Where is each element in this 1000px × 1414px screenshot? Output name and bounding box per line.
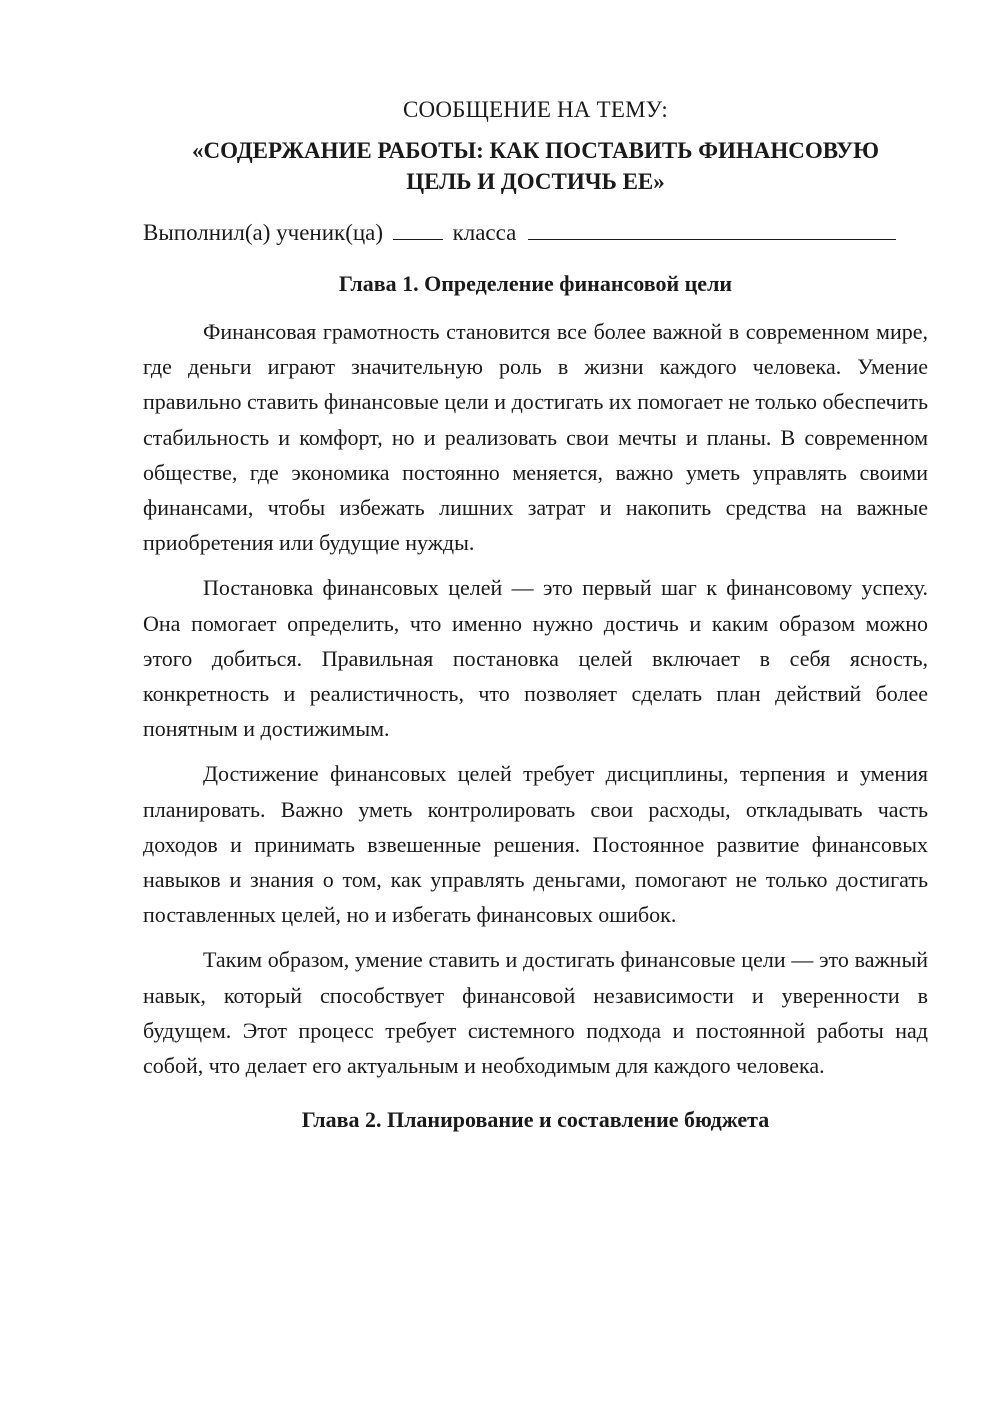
document-title — [143, 135, 928, 197]
document-page — [143, 92, 928, 1137]
document-topic: СООБЩЕНИЕ НА ТЕМУ: — [403, 97, 668, 122]
chapter-2-title: Глава 2. Планирование и составление бюджета — [301, 1107, 770, 1133]
chapter-1-paragraph-3: Достижение финансовых целей требует дисциплины, терпения и умения планировать. Важно уметь контролировать свои расходы, откладывать часть доходов и принимать взвешенные решения. Постоянное развитие финансовых навыков и знания о том, как управлять деньгами, помогают не только достигать поставленных целей, но и избегать финансовых ошибок. — [143, 761, 928, 928]
author-line — [143, 215, 928, 250]
chapter-1-paragraph-1: Финансовая грамотность становится все более важной в современном мире, где деньги играют значительную роль в жизни каждого человека. Умение правильно ставить финансовые цели и достигать их помогает не только обеспечить стабильность и комфорт, но и реализовать свои мечты и планы. В современном обществе, где экономика постоянно меняется, важно уметь управлять своими финансами, чтобы избежать лишних затрат и накопить средства на важные приобретения или будущие нужды. — [143, 319, 928, 556]
chapter-1-title: Глава 1. Определение финансовой цели — [338, 271, 733, 296]
class-blank — [393, 221, 443, 240]
document-title-line-1: «СОДЕРЖАНИЕ РАБОТЫ: КАК ПОСТАВИТЬ ФИНАНСОВУЮ — [192, 138, 879, 163]
chapter-1-paragraph-2: Постановка финансовых целей — это первый шаг к финансовому успеху. Она помогает определить, что именно нужно достичь и каким образом можно этого добиться. Правильная постановка целей включает в себя ясность, конкретность и реалистичность, что позволяет сделать план действий более понятным и достижимым. — [143, 575, 928, 742]
author-prefix: Выполнил(а) ученик(ца) — [143, 220, 384, 245]
chapter-1-paragraph-4: Таким образом, умение ставить и достигать финансовые цели — это важный навык, который способствует финансовой независимости и уверенности в будущем. Этот процесс требует системного подхода и постоянной работы над собой, что делает его актуальным и необходимым для каждого человека. — [143, 947, 928, 1079]
document-title-line-2: ЦЕЛЬ И ДОСТИЧЬ ЕЕ» — [406, 169, 665, 194]
class-label: класса — [452, 220, 517, 245]
name-blank — [528, 221, 896, 240]
